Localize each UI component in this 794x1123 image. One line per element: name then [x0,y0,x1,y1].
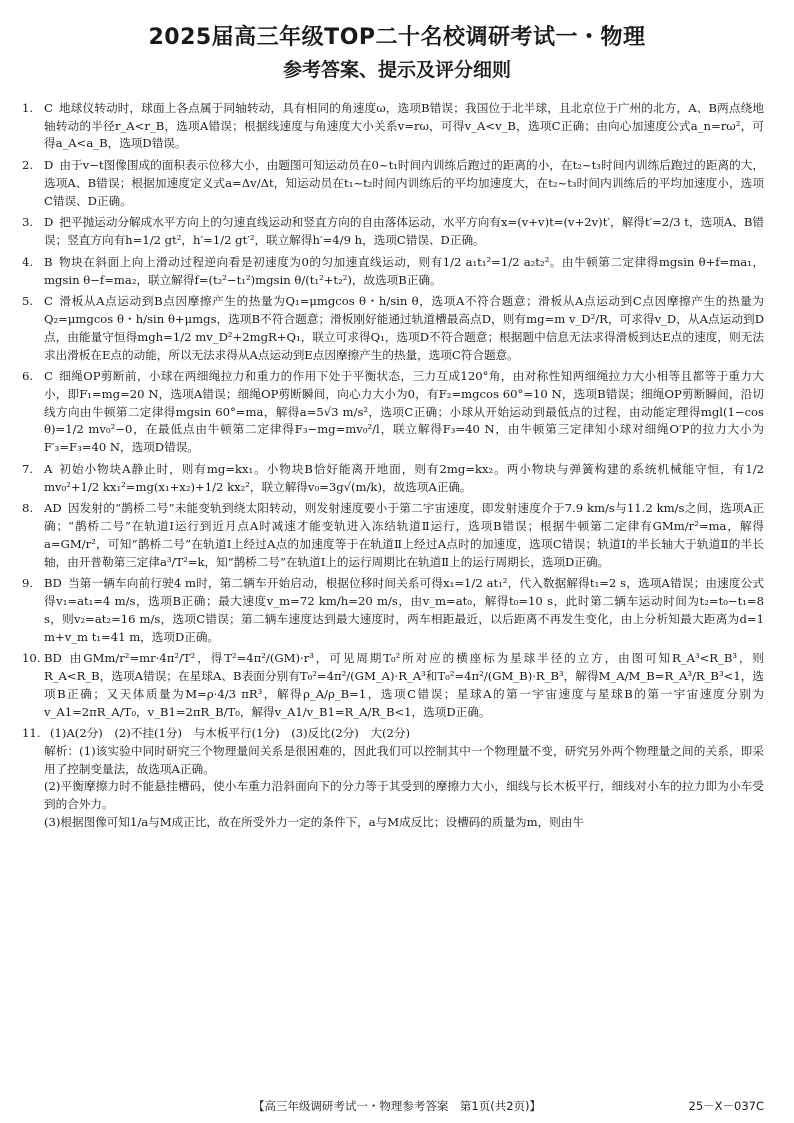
footer-code: 25－X－037C [688,1099,764,1113]
answer-item [22,368,764,457]
answer-key: BD [44,576,62,591]
answer-item [22,725,764,831]
answer-explanation: 细绳OP剪断前，小球在两细绳拉力和重力的作用下处于平衡状态，三力互成120°角，由对称性知两细绳拉力大小相等且都等于重力大小，即F₁=mg=20 N，选项A错误；细绳OP剪断瞬间，向心力大小为0，有F₂=mgcos 60°=10 N，选项B错误；细绳OP剪断瞬间，沿切线方向由牛顿第二定律得mgsin 60°=ma，解得a=5√3 m/s²，选项C正确；小球从开始运动到最低点的过程，由动能定理得mgl(1−cos θ)=1/2 mv₀²−0，在最低点由牛顿第二定律得F₃−mg=mv₀²/l，联立解得F₃=40 N，由牛顿第三定律知小球对细绳O′P的拉力大小为F′₃=F₃=40 N，选项D错误。 [44,369,764,455]
answer-body [44,254,764,289]
answer-number: 2. [22,158,34,173]
answer-number: 9. [22,576,34,591]
answer-number: 4. [22,254,34,269]
answer-explanation: 由GMm/r²=mr·4π²/T²，得T²=4π²/(GM)·r³，可见周期T₀²所对应的横座标为星球半径的立方，由图可知R_A³<R_B³，则R_A<R_B，选项A错误；在星球A、B表面分别有T₀²=4π²/(GM_A)·R_A³和T₀²=4π²/(GM_B)·R_B³，解得M_A/M_B=R_A³/R_B³<1，选项B正确；又天体质量为M=ρ·4/3 πR³，解得ρ_A/ρ_B=1，选项C错误；星球A的第一宇宙速度与星球B的第一宇宙速度分别为v_A1=2πR_A/T₀，v_B1=2πR_B/T₀，解得v_A1/v_B1=R_A/R_B<1，选项D正确。 [44,651,765,719]
answer-number: 5. [22,294,34,309]
answer-body [44,500,764,571]
answer-number: 3. [22,215,34,230]
page-subtitle: 参考答案、提示及评分细则 [282,59,511,81]
answer-item [22,100,764,153]
answer-item [22,254,764,289]
answer-explanation: 滑板从A点运动到B点因摩擦产生的热量为Q₁=μmgcos θ・h/sin θ，选项A不符合题意；滑板从A点运动到C点因摩擦产生的热量为Q₂=μmgcos θ・h/sin θ+μmgs，选项B不符合题意；滑板刚好能通过轨道槽最高点D，则有mg=m v_D²/R，可求得v_D，从A点运动到D点，由能量守恒得mgh=1/2 mv_D²+2mgR+Q₁，联立可求得Q₁，选项D不符合题意；根据题中信息无法求得滑板到达E点的速度，则无法求出滑板在E点的动能，所以无法求得从A点运动到E点因摩擦产生的热量，选项C符合题意。 [44,294,764,362]
answer-explanation: 当第一辆车向前行驶4 m时，第二辆车开始启动，根据位移时间关系可得x₁=1/2 at₁²，代入数据解得t₁=2 s，选项A错误；由速度公式得v₁=at₁=4 m/s，选项B正确；最大速度v_m=72 km/h=20 m/s，由v_m=at₀，解得t₀=10 s，此时第二辆车运动时间为t₂=t₀−t₁=8 s，则v₂=at₂=16 m/s，选项C错误；第二辆车速度达到最大速度时，两车相距最近，以后距离不再发生变化，由上分析知最大距离为d=1 m+v_m t₁=41 m，选项D正确。 [44,576,764,644]
answer-item [22,650,765,721]
answer-number: 8. [22,501,34,516]
answer-key: AD [44,501,62,516]
answer-body [44,100,764,153]
answer-body [44,368,764,457]
answer-explanation: 初始小物块A静止时，则有mg=kx₁。小物块B恰好能离开地面，则有2mg=kx₂。两小物块与弹簧构建的系统机械能守恒，有1/2 mv₀²+1/2 kx₁²=mg(x₁+x₂)+1/2 kx₂²，联立解得v₀=3g√(m/k)，故选项A正确。 [44,461,764,494]
answer-number: 7. [22,461,34,476]
answer-key: C [44,294,53,309]
answer-item [22,461,764,496]
answer-explanation: 物块在斜面上向上滑动过程逆向看是初速度为0的匀加速直线运动，则有1/2 a₁t₁²=1/2 a₂t₂²。由牛顿第二定律得mgsin θ+f=ma₁，mgsin θ−f=ma₂，联立解得f=(t₂²−t₁²)mgsin θ/(t₁²+t₂²)，故选项B正确。 [44,254,764,287]
answer-key: A [44,461,53,476]
answer-body [44,650,764,721]
answer-list [22,100,765,832]
answer-item [22,157,764,210]
answer-body [44,293,764,364]
answer-key: D [44,158,54,173]
answer-key: C [44,101,53,115]
answer-number: 1. [22,101,34,115]
answer-key: BD [44,651,62,666]
answer-explanation: 由于v−t图像围成的面积表示位移大小，由题图可知运动员在0~t₁时间内训练后跑过的距离的小，在t₂~t₃时间内训练后跑过的距离的大，选项A、B错误；根据加速度定义式a=Δv/Δt，知运动员在t₁~t₂时间内训练后的平均加速度大，在t₂~t₃时间内训练后的平均加速度小，选项C错误、D正确。 [44,158,764,208]
answer-item [22,293,764,364]
answer-key: B [44,254,53,269]
answer-number: 6. [22,369,34,384]
answer-number: 10. [22,651,41,666]
answer-explanation: (1)A(2分) (2)不挂(1分) 与木板平行(1分) (3)反比(2分) 大(2分) 解析：(1)该实验中同时研究三个物理量间关系是很困难的，因此我们可以控制其中一个物理量不变，研究另外两个物理量之间的关系，即采用了控制变量法，故选项A正确。 (2)平衡摩擦力时不能悬挂槽码，使小车重力沿斜面向下的分力等于其受到的摩擦力大小，细线与长木板平行，细线对小车的拉力即为小车受到的合外力。 (3)根据图像可知1/a与M成正比，故在所受外力一定的条件下，a与M成反比；设槽码的质量为m，则由牛 [44,726,764,829]
answer-item [22,500,764,571]
answer-explanation: 把平抛运动分解成水平方向上的匀速直线运动和竖直方向的自由落体运动，水平方向有x=(v+v)t=(v+2v)t′，解得t′=2/3 t，选项A、B错误；竖直方向有h=1/2 gt²，h′=1/2 gt′²，联立解得h′=4/9 h，选项C错误、D正确。 [44,215,764,248]
answer-key: D [44,215,54,230]
footer-page-info: 【高三年级调研考试一・物理参考答案 第1页(共2页)】 [252,1099,542,1113]
answer-item [22,214,764,249]
answer-body [44,214,764,249]
answer-number: 11. [22,726,41,741]
answer-item [22,575,764,646]
answer-explanation: 因发射的“鹊桥二号”未能变轨到绕太阳转动，则发射速度要小于第二宇宙速度，即发射速度介于7.9 km/s与11.2 km/s之间，选项A正确；“鹊桥二号”在轨道Ⅰ运行到近月点A时减速才能变轨进入冻结轨道Ⅱ运行，选项B错误；根据牛顿第二定律有GMm/r²=ma，解得a=GM/r²，可知“鹊桥二号”在轨道Ⅰ上经过A点的加速度等于在轨道Ⅱ上经过A点时的加速度，选项C错误；轨道Ⅰ的半长轴大于轨道Ⅱ的半长轴，由开普勒第三定律a³/T²=k，知“鹊桥二号”在轨道Ⅰ上的运行周期比在轨道Ⅱ上的运行周期长，选项D正确。 [44,501,764,569]
answer-key: C [44,369,53,384]
answer-body [44,575,764,646]
page-title: 2025届高三年级TOP二十名校调研考试一・物理 [148,25,646,50]
answer-body [44,725,764,831]
answer-body [44,157,764,210]
answer-body [44,461,764,496]
answer-explanation: 地球仪转动时，球面上各点属于同轴转动，具有相同的角速度ω，选项B错误；我国位于北半球，且北京位于广州的北方，A、B两点绕地轴转动的半径r_A<r_B，选项A错误；根据线速度与角速度大小关系v=rω，可得v_A<v_B，选项C正确；由向心加速度公式a_n=rω²，可得a_A<a_B，选项D错误。 [44,101,764,151]
